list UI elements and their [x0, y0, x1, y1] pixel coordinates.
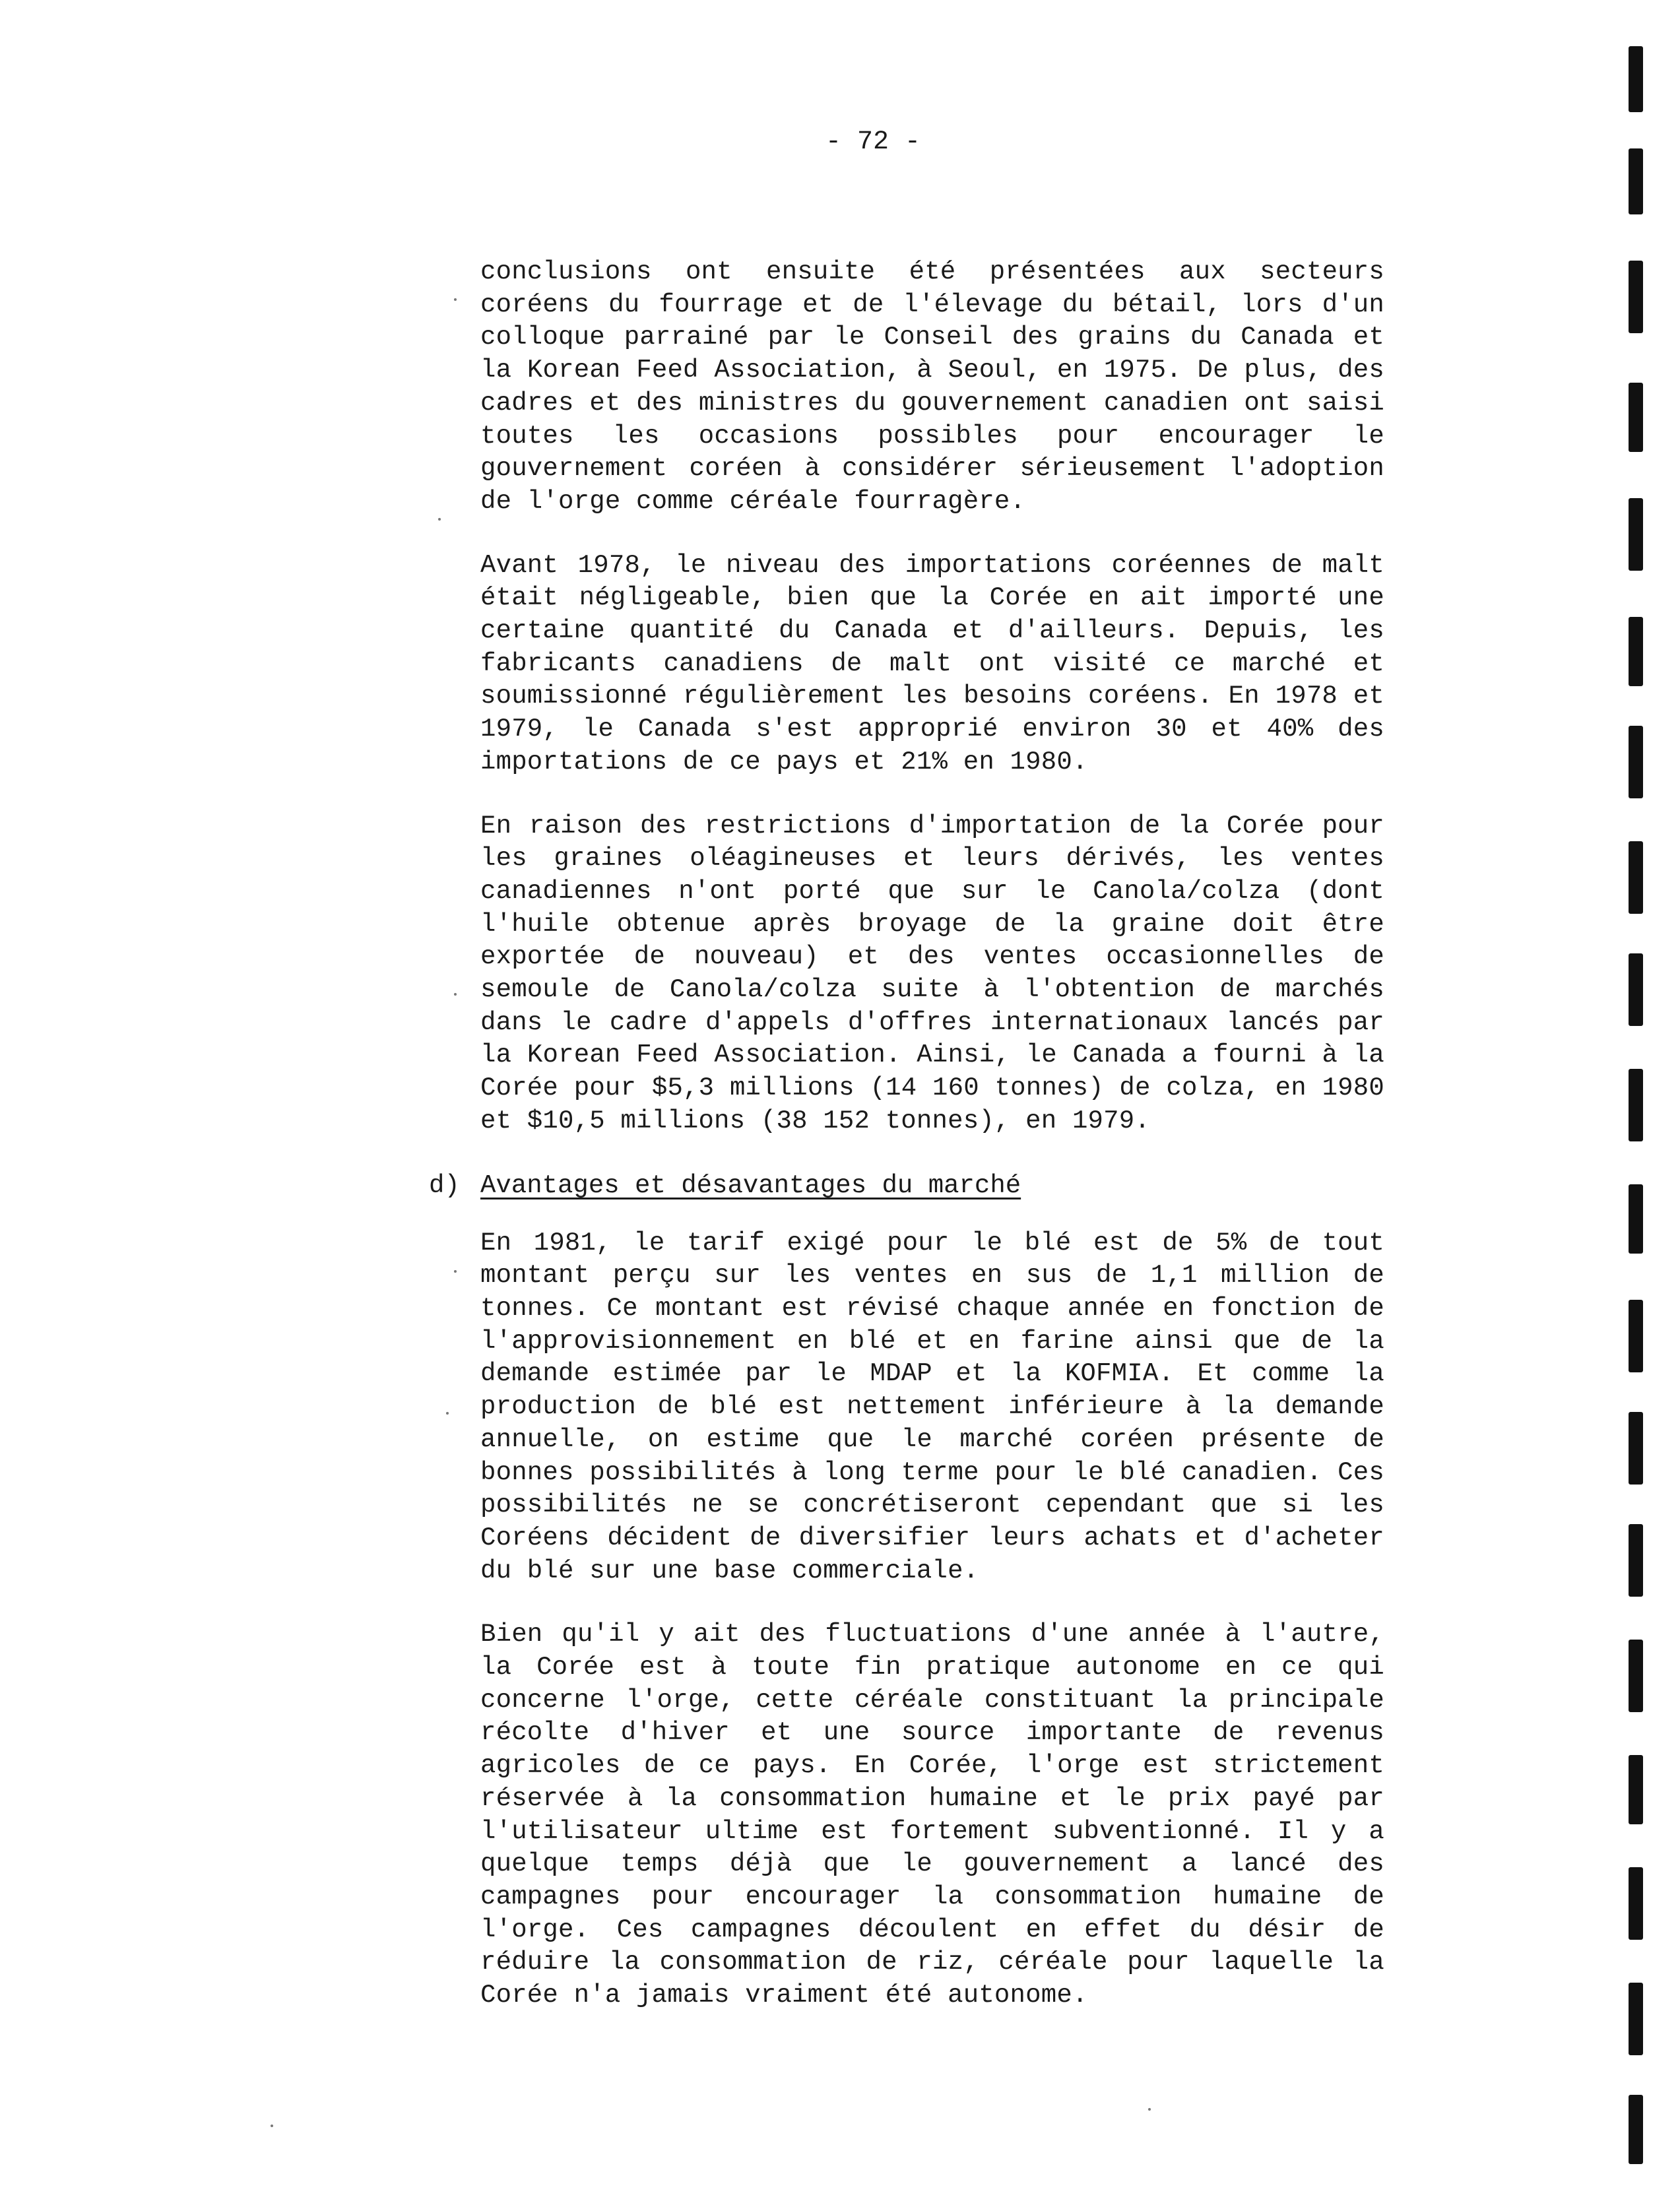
- binding-mark: [1629, 953, 1643, 1026]
- binding-mark: [1629, 617, 1643, 686]
- binding-mark: [1629, 148, 1643, 214]
- scan-speck: [438, 518, 441, 521]
- section-marker: d): [429, 1170, 460, 1200]
- scan-speck: [454, 993, 457, 996]
- binding-mark: [1629, 841, 1643, 914]
- paragraph-oilseed-sales: En raison des restrictions d'importation de la Corée pour les graines oléagineuses et leurs dérivés, les ventes canadiennes n'ont porté que sur le Canola/colza (dont l'huile obtenue après broyage de la graine doit être exportée de nouveau) et des ventes occasionnelles de semoule de Canola/colza suite à l'obtention de marchés dans le cadre d'appels d'offres internationaux lancés par la Korean Feed Association. Ainsi, le Canada a fourni à la Corée pour $5,3 millions (14 160 tonnes) de colza, en 1980 et $10,5 millions (38 152 tonnes), en 1979.: [480, 811, 1384, 1135]
- binding-mark: [1629, 46, 1643, 112]
- scan-speck: [271, 2125, 273, 2127]
- binding-mark: [1629, 1867, 1643, 1940]
- paragraph-wheat-tariff: En 1981, le tarif exigé pour le blé est de 5% de tout montant perçu sur les ventes en sus de 1,1 million de tonnes. Ce montant est révisé chaque année en fonction de l'approvisionnement en blé et en farine ainsi que de la demande estimée par le MDAP et la KOFMIA. Et comme la production de blé est nettement inférieure à la demande annuelle, on estime que le marché coréen présente de bonnes possibilités à long terme pour le blé canadien. Ces possibilités ne se concrétiseront cependant que si les Coréens décident de diversifier leurs achats et d'acheter du blé sur une base commerciale.: [480, 1228, 1384, 1585]
- binding-mark: [1629, 1755, 1643, 1824]
- scan-speck: [454, 1270, 457, 1273]
- binding-mark: [1629, 1640, 1643, 1712]
- binding-mark: [1629, 1184, 1643, 1254]
- binding-mark: [1629, 261, 1643, 333]
- paragraph-malt-imports: Avant 1978, le niveau des importations coréennes de malt était négligeable, bien que la Corée en ait importé une certaine quantité du Canada et d'ailleurs. Depuis, les fabricants canadiens de malt ont visité ce marché et soumissionné régulièrement les besoins coréens. En 1978 et 1979, le Canada s'est approprié environ 30 et 40% des importations de ce pays et 21% en 1980.: [480, 550, 1384, 777]
- section-title: Avantages et désavantages du marché: [480, 1170, 1021, 1200]
- section-heading: [429, 1169, 1384, 1202]
- binding-mark: [1629, 498, 1643, 571]
- paragraph-feed-colloquium: conclusions ont ensuite été présentées aux secteurs coréens du fourrage et de l'élevage du bétail, lors d'un colloque parrainé par le Conseil des grains du Canada et la Korean Feed Association, à Seoul, en 1975. De plus, des cadres et des ministres du gouvernement canadien ont saisi toutes les occasions possibles pour encourager le gouvernement coréen à considérer sérieusement l'adoption de l'orge comme céréale fourragère.: [480, 257, 1384, 516]
- binding-mark: [1629, 2095, 1643, 2164]
- binding-mark: [1629, 383, 1643, 452]
- binding-mark: [1629, 726, 1643, 798]
- scan-speck: [454, 298, 457, 301]
- page-number: - 72 -: [825, 127, 921, 157]
- paragraph-barley-autonomy: Bien qu'il y ait des fluctuations d'une année à l'autre, la Corée est à toute fin pratique autonome en ce qui concerne l'orge, cette céréale constituant la principale récolte d'hiver et une source importante de revenus agricoles de ce pays. En Corée, l'orge est strictement réservée à la consommation humaine et le prix payé par l'utilisateur ultime est fortement subventionné. Il y a quelque temps déjà que le gouvernement a lancé des campagnes pour encourager la consommation humaine de l'orge. Ces campagnes découlent en effet du désir de réduire la consommation de riz, céréale pour laquelle la Corée n'a jamais vraiment été autonome.: [480, 1620, 1384, 2010]
- binding-mark: [1629, 1300, 1643, 1372]
- scan-speck: [446, 1412, 449, 1415]
- binding-mark: [1629, 1983, 1643, 2055]
- binding-mark: [1629, 1069, 1643, 1141]
- document-body: [429, 256, 1384, 2043]
- binding-mark: [1629, 1524, 1643, 1597]
- binding-mark: [1629, 1412, 1643, 1485]
- scan-speck: [1148, 2108, 1151, 2111]
